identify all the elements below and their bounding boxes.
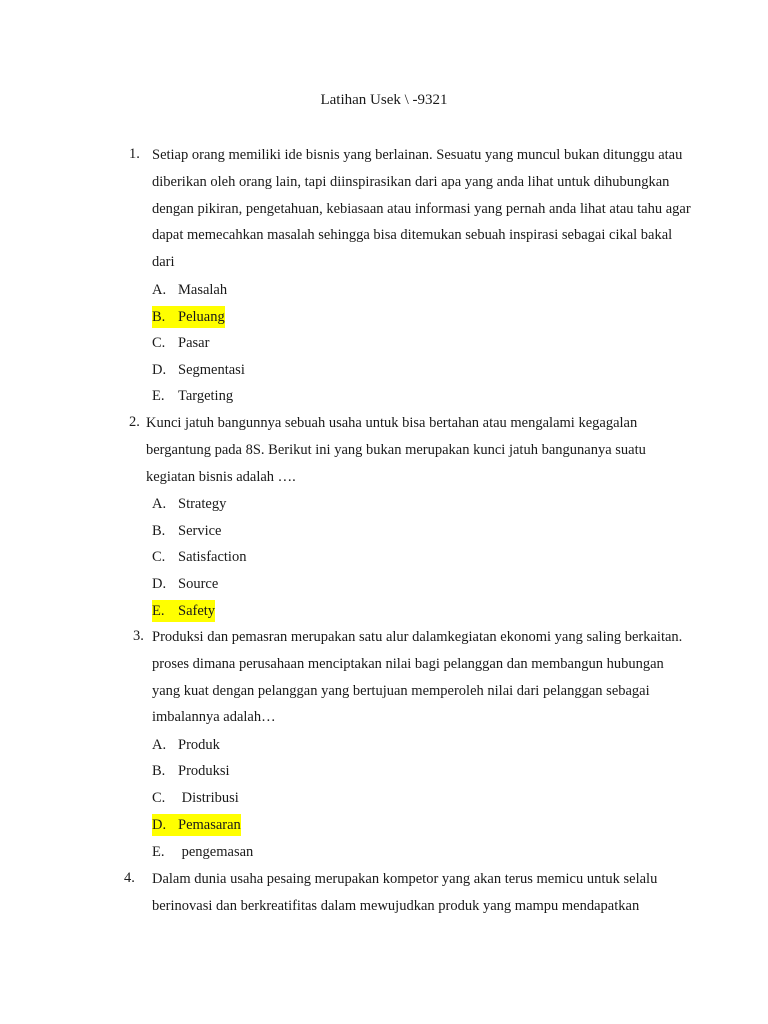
option-2c: C. Satisfaction [152,549,247,565]
question-number: 2. [129,414,140,430]
option-2e-highlighted: E. Safety [152,600,215,622]
option-3c: C. Distribusi [152,790,239,806]
question-text: Dalam dunia usaha pesaing merupakan kompetor yang akan terus memicu untuk selalu berinovasi dan berkreatifitas dalam mewujudkan produk yang mampu mendapatkan [152,871,658,914]
option-2b: B. Service [152,523,222,539]
option-1b-highlighted: B. Peluang [152,306,225,328]
question-number: 4. [124,870,135,886]
option-2a: A. Strategy [152,496,227,512]
question-text: Setiap orang memiliki ide bisnis yang berlainan. Sesuatu yang muncul bukan ditunggu atau diberikan oleh orang lain, tapi diinspirasikan dari apa yang anda lihat untuk dihubungkan dengan pikiran, pengetahuan, kebiasaan atau informasi yang pernah anda lihat atau tahu agar dapat memecahkan masalah sehingga bisa ditemukan sebuah inspirasi sebagai cikal bakal dari [152,147,691,271]
option-2d: D. Source [152,576,219,592]
option-3a: A. Produk [152,737,220,753]
option-3b: B. Produksi [152,763,230,779]
option-1d: D. Segmentasi [152,362,245,378]
option-3d-highlighted: D. Pemasaran [152,814,241,836]
document-title: Latihan Usek \ -9321 [320,92,448,108]
question-number: 3. [133,628,144,644]
option-1e: E. Targeting [152,388,234,404]
option-1a: A. Masalah [152,282,228,298]
question-text: Produksi dan pemasran merupakan satu alur dalamkegiatan ekonomi yang saling berkaitan. proses dimana perusahaan menciptakan nilai bagi pelanggan dan membangun hubungan yang kuat dengan pelanggan yang bertujuan memperoleh nilai dari pelanggan sebagai imbalannya adalah… [152,629,683,726]
question-number: 1. [129,146,140,162]
question-text: Kunci jatuh bangunnya sebuah usaha untuk bisa bertahan atau mengalami kegagalan bergantung pada 8S. Berikut ini yang bukan merupakan kunci jatuh bangunanya suatu kegiatan bisnis adalah …. [146,415,646,485]
option-3e: E. pengemasan [152,844,254,860]
option-1c: C. Pasar [152,335,210,351]
